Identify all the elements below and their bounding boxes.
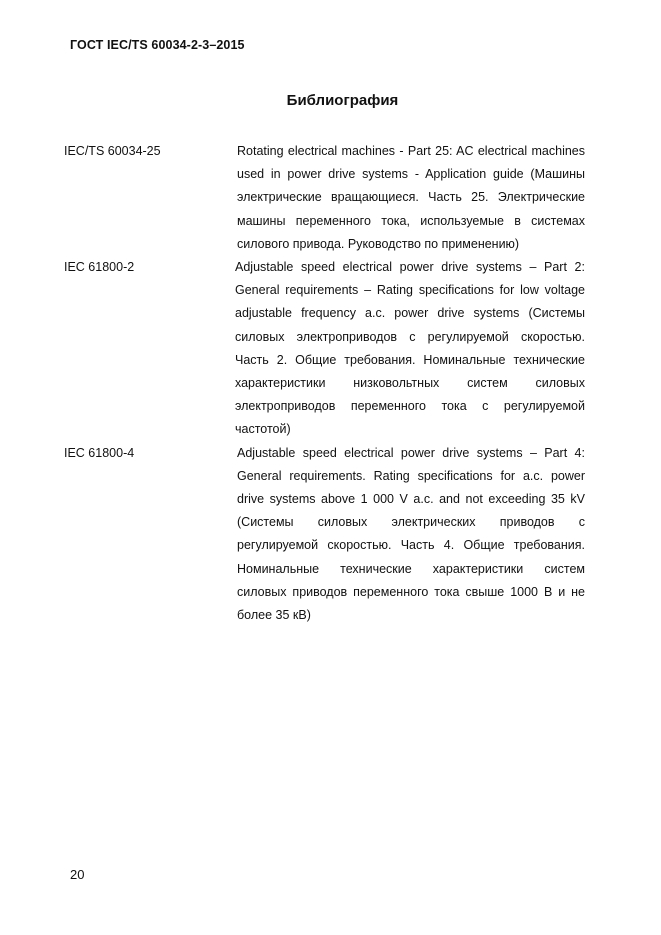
page-number: 20 — [70, 867, 85, 882]
bibliography-reference: IEC 61800-2 — [64, 260, 135, 275]
bibliography-description: Adjustable speed electrical power drive systems – Part 2: General requirements – Rating specifications for low voltage adjustable frequency a.c. power drive systems (Системы силовых электроприводов с регулируемой скоростью. Часть 2. Общие требования. Номинальные технические характеристики низковольтных систем силовых электроприводов переменного тока с регулируемой частотой) — [235, 260, 585, 437]
bibliography-description: Adjustable speed electrical power drive systems – Part 4: General requirements. Rating specifications for a.c. power drive systems above 1 000 V a.c. and not exceeding 35 kV (Системы силовых электрических приводов с регулируемой скоростью. Часть 4. Общие требования. Номинальные технические характеристики систем силовых приводов переменного тока свыше 1000 В и не более 35 кВ) — [237, 445, 585, 623]
page-title — [0, 92, 661, 109]
bibliography-entry-iec-61800-2 — [64, 256, 585, 442]
bibliography-description: Rotating electrical machines - Part 25: AC electrical machines used in power drive systems - Application guide (Машины электрические вращающиеся. Часть 25. Электрические машины переменного тока, используемые в системах силового привода. Руководство по применению) — [237, 144, 585, 251]
bibliography-entry-iec-ts-60034-25 — [64, 140, 585, 256]
bibliography-entry-iec-61800-4 — [64, 442, 585, 628]
page-title-text: Библиография — [286, 92, 399, 109]
document-header: ГОСТ IEC/TS 60034-2-3–2015 — [70, 38, 245, 52]
bibliography-reference: IEC/TS 60034-25 — [64, 144, 161, 158]
bibliography-reference: IEC 61800-4 — [64, 445, 135, 460]
bibliography-list — [64, 140, 585, 627]
